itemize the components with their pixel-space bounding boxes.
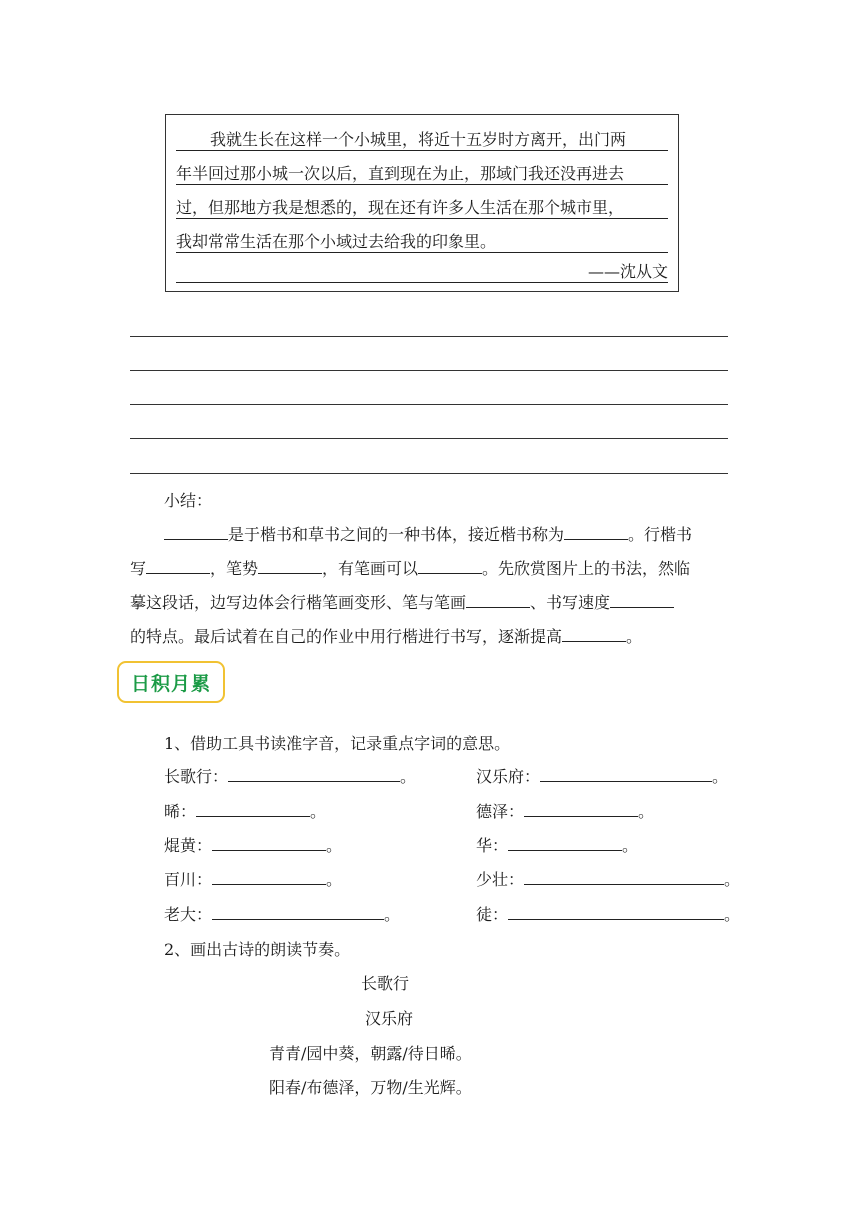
summary-text: 是于楷书和草书之间的一种书体，接近楷书称为 <box>228 525 565 544</box>
summary-text: ，笔势 <box>210 559 259 578</box>
answer-blank[interactable] <box>212 903 384 920</box>
vocab-item <box>476 868 740 891</box>
vocab-item <box>476 834 638 857</box>
fill-blank[interactable] <box>610 589 674 608</box>
answer-blank[interactable] <box>540 765 712 782</box>
answer-blank[interactable] <box>524 868 724 885</box>
vocab-item <box>476 903 740 926</box>
writing-line[interactable] <box>130 336 728 337</box>
vocab-item <box>476 765 728 788</box>
summary-text: 。行楷书 <box>628 525 693 544</box>
writing-line[interactable] <box>130 404 728 405</box>
section-tag: 日积月累 <box>117 661 225 703</box>
answer-blank[interactable] <box>508 834 622 851</box>
answer-blank[interactable] <box>212 868 326 885</box>
answer-blank[interactable] <box>228 765 400 782</box>
answer-blank[interactable] <box>508 903 724 920</box>
summary-text: 的特点。最后试着在自己的作业中用行楷进行书写，逐渐提高 <box>130 627 563 646</box>
vocab-label: 徒： <box>476 905 509 924</box>
fill-blank[interactable] <box>466 589 530 608</box>
fill-blank[interactable] <box>258 555 322 574</box>
writing-line[interactable] <box>130 473 728 474</box>
summary-text: 。 <box>626 627 643 646</box>
q1-title: 1、借助工具书读准字音，记录重点字词的意思。 <box>164 734 511 753</box>
q2-title: 2、画出古诗的朗读节奏。 <box>164 940 351 959</box>
fill-blank[interactable] <box>146 555 210 574</box>
poem-line-1: 青青/园中葵，朝露/待日晞。 <box>269 1044 472 1063</box>
quote-author: ——沈从文 <box>176 262 668 283</box>
quote-line-3: 过，但那地方我是想悉的，现在还有许多人生活在那个城市里， <box>176 198 668 219</box>
writing-line[interactable] <box>130 438 728 439</box>
vocab-end: 。 <box>724 870 741 889</box>
vocab-end: 。 <box>326 870 343 889</box>
vocab-item <box>164 868 342 891</box>
vocab-item <box>476 800 654 823</box>
vocab-end: 。 <box>326 836 343 855</box>
vocab-end: 。 <box>622 836 639 855</box>
quote-line-1: 我就生长在这样一个小城里，将近十五岁时方离开，出门两 <box>176 130 668 151</box>
fill-blank[interactable] <box>564 521 628 540</box>
vocab-label: 汉乐府： <box>476 767 541 786</box>
vocab-item <box>164 903 400 926</box>
vocab-label: 德泽： <box>476 802 525 821</box>
poem-title: 长歌行 <box>361 974 410 993</box>
vocab-item <box>164 800 326 823</box>
answer-blank[interactable] <box>212 834 326 851</box>
vocab-label: 晞： <box>164 802 197 821</box>
summary-text: 。先欣赏图片上的书法，然临 <box>482 559 691 578</box>
vocab-item <box>164 765 416 788</box>
summary-paragraph <box>130 484 730 654</box>
vocab-label: 长歌行： <box>164 767 229 786</box>
vocab-label: 焜黄： <box>164 836 213 855</box>
vocab-end: 。 <box>310 802 327 821</box>
summary-text: ，有笔画可以 <box>322 559 419 578</box>
summary-text: 摹这段话，边写边体会行楷笔画变形、笔与笔画 <box>130 593 467 612</box>
summary-text: 、书写速度 <box>530 593 611 612</box>
fill-blank[interactable] <box>418 555 482 574</box>
summary-heading: 小结： <box>164 491 213 510</box>
vocab-end: 。 <box>724 905 741 924</box>
vocab-label: 老大： <box>164 905 213 924</box>
vocab-label: 少壮： <box>476 870 525 889</box>
fill-blank[interactable] <box>164 521 228 540</box>
fill-blank[interactable] <box>562 623 626 642</box>
vocab-item <box>164 834 342 857</box>
answer-blank[interactable] <box>196 800 310 817</box>
vocab-label: 百川： <box>164 870 213 889</box>
answer-blank[interactable] <box>524 800 638 817</box>
vocab-end: 。 <box>712 767 729 786</box>
summary-text: 写 <box>130 559 147 578</box>
poem-line-2: 阳春/布德泽，万物/生光辉。 <box>269 1078 472 1097</box>
quote-line-4: 我却常常生活在那个小域过去给我的印象里。 <box>176 232 668 253</box>
vocab-label: 华： <box>476 836 509 855</box>
vocab-end: 。 <box>638 802 655 821</box>
vocab-end: 。 <box>384 905 401 924</box>
quote-line-2: 年半回过那小城一次以后，直到现在为止，那域门我还没再进去 <box>176 164 668 185</box>
writing-line[interactable] <box>130 370 728 371</box>
vocab-end: 。 <box>400 767 417 786</box>
poem-author: 汉乐府 <box>365 1009 414 1028</box>
